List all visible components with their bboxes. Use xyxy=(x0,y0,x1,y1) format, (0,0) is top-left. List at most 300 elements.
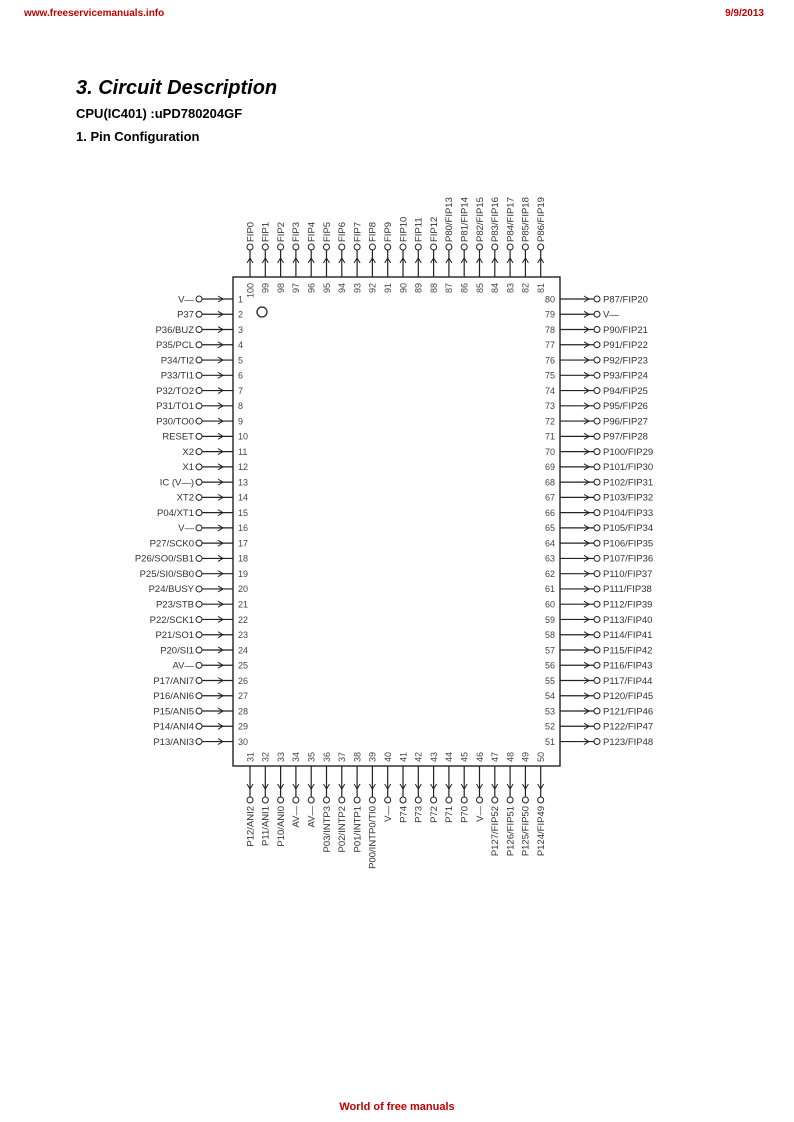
pin-number: 37 xyxy=(337,751,348,762)
pin-label: P91/FIP22 xyxy=(603,340,648,352)
pin-terminal xyxy=(196,494,202,500)
pin-50 xyxy=(536,752,547,856)
pin-48 xyxy=(505,752,516,856)
pin-label: P120/FIP45 xyxy=(603,691,654,703)
pin-number: 93 xyxy=(352,283,363,294)
pin-label: P100/FIP29 xyxy=(603,446,654,458)
pin-label: V— xyxy=(178,294,194,306)
pin-number: 54 xyxy=(544,691,555,702)
pin-number: 14 xyxy=(238,492,249,503)
pin-label: P96/FIP27 xyxy=(603,416,648,428)
pin-number: 31 xyxy=(245,751,256,762)
pin-label: P30/TO0 xyxy=(156,416,194,428)
pin-label: P123/FIP48 xyxy=(603,736,654,748)
pin-terminal xyxy=(196,418,202,424)
pin-label: P115/FIP42 xyxy=(603,645,653,657)
pin-terminal xyxy=(446,797,452,803)
pin-81 xyxy=(536,197,547,293)
pin-11 xyxy=(182,447,247,458)
pin-terminal xyxy=(594,388,600,394)
pin-30 xyxy=(153,737,248,748)
pin-terminal xyxy=(196,510,202,516)
pin-number: 7 xyxy=(238,385,244,396)
pin-terminal xyxy=(400,244,406,250)
pin-number: 59 xyxy=(544,614,555,625)
pin-terminal xyxy=(594,357,600,363)
pin-number: 83 xyxy=(505,283,516,294)
chip-title: CPU(IC401) :uPD780204GF xyxy=(76,106,243,121)
pin-label: P37 xyxy=(177,309,194,321)
pin-number: 70 xyxy=(544,446,555,457)
pin-21 xyxy=(156,600,248,611)
pin-terminal xyxy=(492,244,498,250)
pin-45 xyxy=(460,752,471,823)
pin-terminal xyxy=(196,372,202,378)
pin-label: P12/ANI2 xyxy=(245,806,257,847)
pin-number: 17 xyxy=(238,538,249,549)
pin-terminal xyxy=(507,244,513,250)
pin-number: 18 xyxy=(238,553,249,564)
pin-label: P103/FIP32 xyxy=(603,492,654,504)
pin-terminal xyxy=(385,244,391,250)
pin-label: X1 xyxy=(182,462,194,474)
pin-terminal xyxy=(594,601,600,607)
pin-59 xyxy=(545,615,652,626)
pin-terminal xyxy=(324,244,330,250)
pin-90 xyxy=(398,217,409,293)
pin-number: 60 xyxy=(544,599,555,610)
pin-terminal xyxy=(594,311,600,317)
pin-number: 33 xyxy=(275,751,286,762)
pin-number: 74 xyxy=(544,385,555,396)
pin-label: FIP9 xyxy=(383,221,394,242)
pin-number: 36 xyxy=(321,751,332,762)
pin-number: 95 xyxy=(321,283,332,294)
pin-number: 38 xyxy=(352,751,363,762)
pin-98 xyxy=(276,222,287,293)
pin-label: FIP5 xyxy=(321,221,333,242)
pin-terminal xyxy=(415,244,421,250)
pin-label: P04/XT1 xyxy=(157,507,194,519)
pin-label: FIP11 xyxy=(413,217,425,242)
pin-label: P94/FIP25 xyxy=(603,385,648,397)
pin-97 xyxy=(291,222,302,293)
pin-label: AV— xyxy=(306,806,318,828)
pin-label: P102/FIP31 xyxy=(603,477,654,489)
pin-label: FIP3 xyxy=(291,221,303,242)
pin-number: 62 xyxy=(544,568,555,579)
pin-label: P92/FIP23 xyxy=(603,355,648,367)
pin-number: 87 xyxy=(444,283,455,294)
pin-number: 76 xyxy=(544,355,555,366)
pin-41 xyxy=(398,752,409,823)
pin-label: P70 xyxy=(459,806,471,823)
pin-24 xyxy=(160,645,248,656)
pin-terminal xyxy=(308,244,314,250)
pin-terminal xyxy=(354,244,360,250)
pin-label: FIP8 xyxy=(367,221,379,242)
pin-label: P13/ANI3 xyxy=(153,736,194,748)
pin-number: 63 xyxy=(544,553,555,564)
pin-number: 26 xyxy=(238,675,249,686)
pin-7 xyxy=(156,386,243,397)
pin-93 xyxy=(352,222,363,293)
pin-number: 43 xyxy=(428,751,439,762)
pin-label: FIP7 xyxy=(352,221,364,242)
pin-number: 84 xyxy=(490,283,501,294)
pin-label: P14/ANI4 xyxy=(153,721,194,733)
pin-terminal xyxy=(196,296,202,302)
pin-58 xyxy=(545,630,652,641)
pin-95 xyxy=(322,222,333,293)
pin-number: 1 xyxy=(238,294,244,305)
pin-number: 9 xyxy=(238,416,244,427)
pin-label: P82/FIP15 xyxy=(474,197,486,242)
pin-terminal xyxy=(324,797,330,803)
pin-label: AV— xyxy=(172,660,194,672)
pin-number: 19 xyxy=(238,568,249,579)
pin-number: 21 xyxy=(238,599,249,610)
pin-terminal xyxy=(594,464,600,470)
pin-label: P106/FIP35 xyxy=(603,538,654,550)
pin-68 xyxy=(545,477,653,488)
pin-label: P31/TO1 xyxy=(156,401,194,413)
pin-4 xyxy=(156,340,243,351)
pin-number: 13 xyxy=(238,477,249,488)
pin-label: P122/FIP47 xyxy=(603,721,654,733)
pin-terminal xyxy=(594,494,600,500)
pin-82 xyxy=(521,197,532,293)
pin-terminal xyxy=(594,708,600,714)
pin-25 xyxy=(173,661,248,672)
pin-16 xyxy=(178,523,248,534)
pin-86 xyxy=(460,197,471,293)
pin-88 xyxy=(429,217,440,293)
pin-number: 22 xyxy=(238,614,249,625)
pin-label: P97/FIP28 xyxy=(603,431,648,443)
pin-43 xyxy=(429,752,440,823)
pin-label: P84/FIP17 xyxy=(505,197,517,242)
pin-label: P86/FIP19 xyxy=(536,197,547,242)
pin-terminal xyxy=(196,403,202,409)
pin-number: 81 xyxy=(536,283,546,294)
pin-label: P80/FIP13 xyxy=(444,197,456,242)
pin-terminal xyxy=(196,342,202,348)
pin-number: 92 xyxy=(367,283,378,294)
pin-number: 48 xyxy=(505,751,516,762)
pin-8 xyxy=(156,401,243,412)
pin-terminal xyxy=(278,797,284,803)
pin-number: 94 xyxy=(337,283,348,294)
pin-terminal xyxy=(196,708,202,714)
pin-number: 49 xyxy=(520,751,531,762)
pin-label: P116/FIP43 xyxy=(603,660,653,672)
pin-87 xyxy=(444,197,455,293)
pin-label: V— xyxy=(474,806,486,822)
pin-terminal xyxy=(196,662,202,668)
pin-configuration-diagram xyxy=(0,160,794,900)
pin-29 xyxy=(153,722,248,733)
pin-34 xyxy=(291,752,302,827)
pin-terminal xyxy=(196,586,202,592)
pin-terminal xyxy=(594,342,600,348)
pin-number: 40 xyxy=(383,751,393,762)
pin-terminal xyxy=(196,678,202,684)
pin-terminal xyxy=(196,601,202,607)
pin-label: P26/SO0/SB1 xyxy=(134,553,194,565)
pin-terminal xyxy=(196,449,202,455)
pin-terminal xyxy=(594,403,600,409)
pin-label: P71 xyxy=(444,806,456,823)
pin-terminal xyxy=(594,540,600,546)
pin-terminal xyxy=(196,388,202,394)
chip-body xyxy=(233,277,560,766)
pin-terminal xyxy=(446,244,452,250)
pin-number: 80 xyxy=(544,294,555,305)
pin-number: 79 xyxy=(544,309,555,320)
pin-terminal xyxy=(293,797,299,803)
pin-label: V— xyxy=(383,806,394,822)
pin-terminal xyxy=(594,632,600,638)
pin-number: 6 xyxy=(238,370,244,381)
pin-label: FIP0 xyxy=(245,221,257,242)
pin-number: 90 xyxy=(398,283,409,294)
pin-number: 78 xyxy=(544,324,555,335)
pin-62 xyxy=(545,569,652,580)
pin-99 xyxy=(261,222,272,293)
pin-label: P17/ANI7 xyxy=(153,675,194,687)
pin-terminal xyxy=(594,693,600,699)
pin-label: FIP6 xyxy=(337,221,349,242)
pin-61 xyxy=(545,584,652,595)
pin-terminal xyxy=(196,357,202,363)
pin-label: P10/ANI0 xyxy=(275,806,287,847)
pin-terminal xyxy=(461,244,467,250)
pin-terminal xyxy=(477,244,483,250)
pin-label: P16/ANI6 xyxy=(153,691,194,703)
pin-57 xyxy=(545,645,652,656)
pin-number: 55 xyxy=(544,675,555,686)
pin-number: 72 xyxy=(544,416,555,427)
pin-label: P90/FIP21 xyxy=(603,324,648,336)
pin-terminal xyxy=(594,327,600,333)
pin-42 xyxy=(414,752,425,823)
pin-number: 29 xyxy=(238,721,249,732)
pin-label: P125/FIP50 xyxy=(520,806,532,857)
pin-label: P15/ANI5 xyxy=(153,706,194,718)
pin-terminal xyxy=(594,479,600,485)
pin-terminal xyxy=(492,797,498,803)
pin-38 xyxy=(352,752,363,852)
pin-number: 46 xyxy=(474,751,485,762)
pin-terminal xyxy=(369,797,375,803)
pin-number: 44 xyxy=(444,751,455,762)
pin-label: P73 xyxy=(413,806,425,823)
pin-number: 86 xyxy=(459,283,470,294)
pin-terminal xyxy=(247,244,253,250)
pin-terminal xyxy=(594,647,600,653)
footer-link[interactable]: World of free manuals xyxy=(339,1101,455,1113)
pin-44 xyxy=(444,752,455,823)
pin-number: 24 xyxy=(238,645,249,656)
pin-label: P87/FIP20 xyxy=(603,294,648,306)
pin-label: P105/FIP34 xyxy=(603,523,654,535)
pin-label: RESET xyxy=(162,431,194,443)
pin-label: P36/BUZ xyxy=(155,324,194,336)
pin-number: 82 xyxy=(520,283,531,294)
pin-number: 23 xyxy=(238,630,249,641)
pin-56 xyxy=(545,661,652,672)
pin-10 xyxy=(162,432,248,443)
pin-number: 34 xyxy=(291,751,302,762)
pin-number: 57 xyxy=(544,645,555,656)
pin-51 xyxy=(545,737,653,748)
pin-67 xyxy=(545,493,653,504)
pin-70 xyxy=(545,447,653,458)
pin-terminal xyxy=(308,797,314,803)
pin-55 xyxy=(545,676,652,687)
pin-number: 64 xyxy=(544,538,555,549)
pin-46 xyxy=(475,752,486,822)
pin-96 xyxy=(307,222,318,293)
pin-terminal xyxy=(461,797,467,803)
pin-number: 71 xyxy=(544,431,555,442)
pin-terminal xyxy=(262,797,268,803)
pin-6 xyxy=(161,371,243,382)
pin-60 xyxy=(545,600,652,611)
pin-terminal xyxy=(339,244,345,250)
pin-label: IC (V—) xyxy=(159,477,194,489)
pin-37 xyxy=(337,752,348,852)
pin-27 xyxy=(153,691,248,702)
pin-label: P22/SCK1 xyxy=(149,614,194,626)
pin-number: 50 xyxy=(536,751,546,762)
pin-79 xyxy=(545,310,619,321)
pin-15 xyxy=(157,508,248,519)
pin-terminal xyxy=(477,797,483,803)
pin-84 xyxy=(490,197,501,293)
pin-label: P93/FIP24 xyxy=(603,370,648,382)
pin-18 xyxy=(135,554,248,565)
pin-terminal xyxy=(196,632,202,638)
pin-label: P111/FIP38 xyxy=(603,584,652,596)
pin-label: P34/TI2 xyxy=(160,355,194,367)
pin-label: P11/ANI1 xyxy=(260,806,272,846)
pin-terminal xyxy=(594,571,600,577)
pin-label: X2 xyxy=(182,446,194,458)
pin-label: XT2 xyxy=(176,492,194,504)
pin-terminal xyxy=(507,797,513,803)
pin-terminal xyxy=(594,433,600,439)
pin-number: 28 xyxy=(238,706,249,717)
pin-number: 77 xyxy=(544,340,555,351)
pin-63 xyxy=(545,554,653,565)
pin-number: 16 xyxy=(238,523,249,534)
pin-12 xyxy=(182,462,248,473)
pin-label: FIP12 xyxy=(428,216,440,242)
pin-label: P25/SI0/SB0 xyxy=(139,568,194,580)
pin-terminal xyxy=(594,678,600,684)
pin1-orientation-mark xyxy=(257,307,267,317)
pin-number: 56 xyxy=(544,660,555,671)
pin-terminal xyxy=(594,555,600,561)
pin-85 xyxy=(475,197,486,293)
pin-label: P126/FIP51 xyxy=(505,806,517,857)
pin-terminal xyxy=(196,723,202,729)
pin-terminal xyxy=(400,797,406,803)
pin-terminal xyxy=(196,540,202,546)
pin-number: 11 xyxy=(238,446,248,457)
pin-label: FIP2 xyxy=(275,221,287,242)
pin-label: P104/FIP33 xyxy=(603,507,654,519)
pin-terminal xyxy=(196,327,202,333)
pin-number: 73 xyxy=(544,401,555,412)
pin-number: 47 xyxy=(490,751,501,762)
pin-terminal xyxy=(522,244,528,250)
pin-label: FIP10 xyxy=(398,216,410,242)
pin-terminal xyxy=(196,464,202,470)
pin-label: P124/FIP49 xyxy=(536,806,547,857)
pin-number: 58 xyxy=(544,630,555,641)
pin-52 xyxy=(545,722,653,733)
pin-label: P23/STB xyxy=(155,599,194,611)
pin-terminal xyxy=(522,797,528,803)
pin-terminal xyxy=(339,797,345,803)
pin-number: 100 xyxy=(245,283,256,299)
pin-label: P83/FIP16 xyxy=(490,197,502,242)
pin-number: 10 xyxy=(238,431,249,442)
pin-label: P27/SCK0 xyxy=(149,538,194,550)
pin-28 xyxy=(153,706,248,717)
pin-number: 65 xyxy=(544,523,555,534)
section-title: 3. Circuit Description xyxy=(76,77,278,99)
pin-label: P33/TI1 xyxy=(160,370,194,382)
pin-label: P00/INTP0/TI0 xyxy=(367,806,379,869)
header-date: 9/9/2013 xyxy=(725,8,764,19)
pin-9 xyxy=(156,416,243,427)
pin-terminal xyxy=(369,244,375,250)
pin-40 xyxy=(383,752,394,822)
pin-label: V— xyxy=(178,523,194,535)
pin-number: 15 xyxy=(238,507,249,518)
pin-terminal xyxy=(196,571,202,577)
pin-number: 67 xyxy=(544,492,555,503)
pin-terminal xyxy=(594,372,600,378)
pin-number: 5 xyxy=(238,355,244,366)
pin-label: P72 xyxy=(428,806,440,823)
pin-terminal xyxy=(262,244,268,250)
pin-number: 85 xyxy=(474,283,485,294)
pin-terminal xyxy=(196,693,202,699)
pin-terminal xyxy=(538,797,544,803)
source-url[interactable]: www.freeservicemanuals.info xyxy=(24,8,165,19)
pin-label: P101/FIP30 xyxy=(603,462,654,474)
pin-terminal xyxy=(594,418,600,424)
pin-64 xyxy=(545,538,653,549)
pin-83 xyxy=(505,197,516,293)
pin-number: 69 xyxy=(544,462,555,473)
pin-label: P95/FIP26 xyxy=(603,401,648,413)
pin-39 xyxy=(368,752,379,869)
pin-terminal xyxy=(594,723,600,729)
pin-terminal xyxy=(594,739,600,745)
pin-number: 45 xyxy=(459,751,470,762)
pin-label: P01/INTP1 xyxy=(352,806,364,853)
pin-number: 2 xyxy=(238,309,244,320)
pin-number: 52 xyxy=(544,721,555,732)
pin-terminal xyxy=(293,244,299,250)
pin-number: 91 xyxy=(383,283,393,294)
